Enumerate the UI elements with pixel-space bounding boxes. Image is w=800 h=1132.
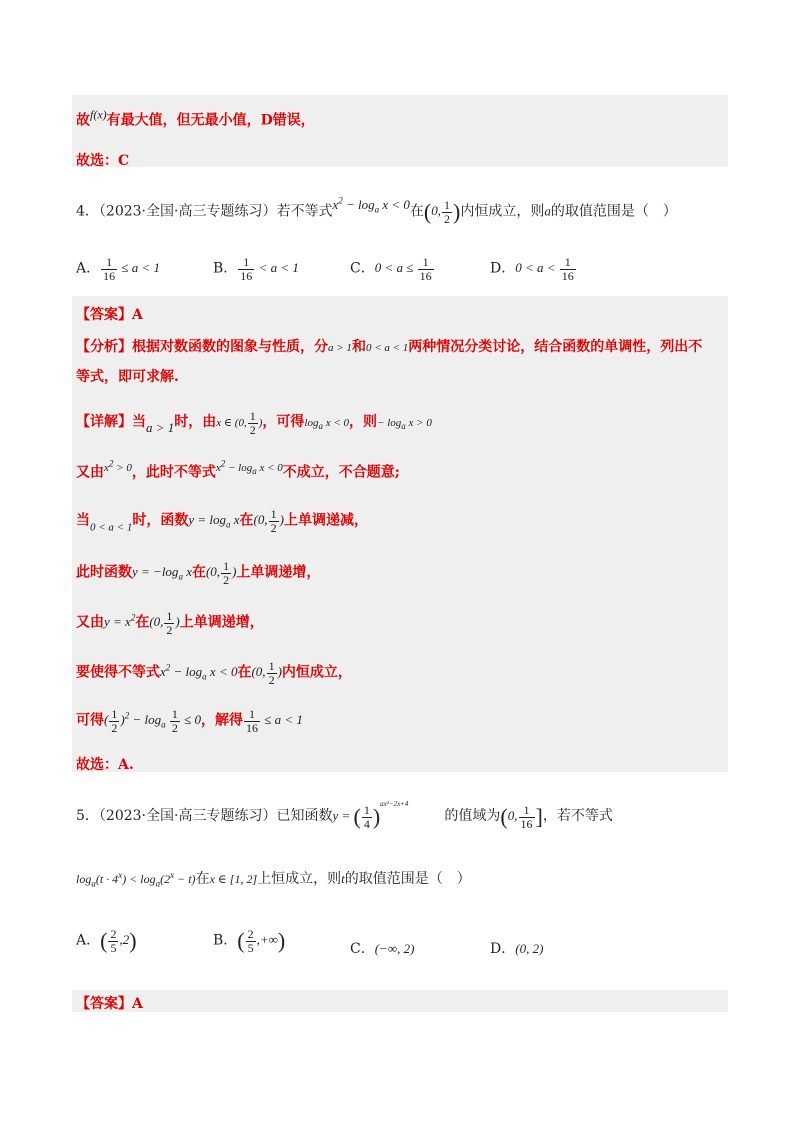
q4-detail-line5: 又由$y = x^2$在(0, $\frac{1}{2}$ )上单调递增， <box>76 609 264 637</box>
prev-solution-block <box>72 95 728 167</box>
q4-analysis-line2: 等式，即可求解. <box>76 369 179 385</box>
q4-detail-line7: 可得( $\frac{1}{2}$ )$^2 - \log_a$ $\frac{1}{2}$ ≤ 0，解得 $\frac{1}{16}$ ≤ a < 1 <box>76 707 303 735</box>
q4-option-d[interactable]: D．0 < a < $\frac{1}{16}$ <box>490 255 574 283</box>
prev-conclusion-line: 故$^{f(x)}$有最大值，但无最小值，D错误， <box>76 108 315 129</box>
q5-option-b[interactable]: B．( $\frac{2}{5}$ ,+∞) <box>213 927 286 955</box>
q4-stem: 4．（2023·全国·高三专题练习）若不等式$x^2 - \log_a x < 0$在(0, $\frac{1}{2}$ )内恒成立，则a的取值范围是（ ） <box>76 196 677 226</box>
q5-inequality-math: $\log_a(t \cdot 4^x) < \log_a(2^x - t)$ <box>76 870 196 889</box>
q5-stem-line2: $\log_a(t \cdot 4^x) < \log_a(2^x - t)$在x ∈ [1, 2]上恒成立，则t的取值范围是（ ） <box>76 870 471 889</box>
q4-option-a[interactable]: A． $\frac{1}{16}$ ≤ a < 1 <box>76 255 161 283</box>
q4-option-b[interactable]: B． $\frac{1}{16}$ < a < 1 <box>213 255 299 283</box>
q4-option-c[interactable]: C．0 < a ≤ $\frac{1}{16}$ <box>350 255 432 283</box>
q4-choose: 故选：A. <box>76 757 134 773</box>
q5-function-math: y = ( $\frac{1}{4}$ )$^{ax^2-2x+4}$ <box>332 800 409 831</box>
q4-detail-line3: 当$_{0 < a < 1}$时，函数$y = \log_a x$在(0, $\frac{1}{2}$ )上单调递减， <box>76 507 368 535</box>
q5-answer: 【答案】A <box>76 996 143 1012</box>
q4-detail-line6: 要使得不等式$x^2 - \log_a x < 0$在(0, $\frac{1}{2}$ )内恒成立， <box>76 659 352 687</box>
q5-stem-line1: 5．（2023·全国·高三专题练习）已知函数y = ( $\frac{1}{4}$ )$^{ax^2-2x+4}$的值域为(0, $\frac{1}{16}$ ]，若不等式 <box>76 800 613 831</box>
f-of-x-math: f(x) <box>90 108 107 122</box>
prev-choose: 故选：C <box>76 153 130 169</box>
q4-detail-line1: 【详解】当a > 1时，由x ∈ (0, $\frac{1}{2}$ )，可得$\log_a x < 0$，则− $\log_a x > 0$ <box>76 409 432 437</box>
q4-detail-line4: 此时函数$y = -\log_a$ x在(0, $\frac{1}{2}$ )上单调递增， <box>76 559 321 587</box>
q5-option-a[interactable]: A．( $\frac{2}{5}$ ,2) <box>76 927 137 955</box>
q4-inequality-math: $x^2 - \log_a x < 0$ <box>332 196 410 215</box>
q5-solution-block <box>72 990 728 1012</box>
q5-option-d[interactable]: D．(0, 2) <box>490 941 544 957</box>
q4-answer: 【答案】A <box>76 307 143 323</box>
q4-interval-math: (0, $\frac{1}{2}$ ) <box>423 197 461 226</box>
q4-analysis-line1: 【分析】根据对数函数的图象与性质，分a > 1和0 < a < 1两种情况分类讨论，结合函数的单调性，列出不 <box>76 339 703 355</box>
q4-detail-line2: 又由$^{x^2 > 0}$，此时不等式$^{x^2 - log_a x < 0}$不成立，不合题意; <box>76 458 400 481</box>
q5-option-c[interactable]: C．(−∞, 2) <box>350 941 415 957</box>
